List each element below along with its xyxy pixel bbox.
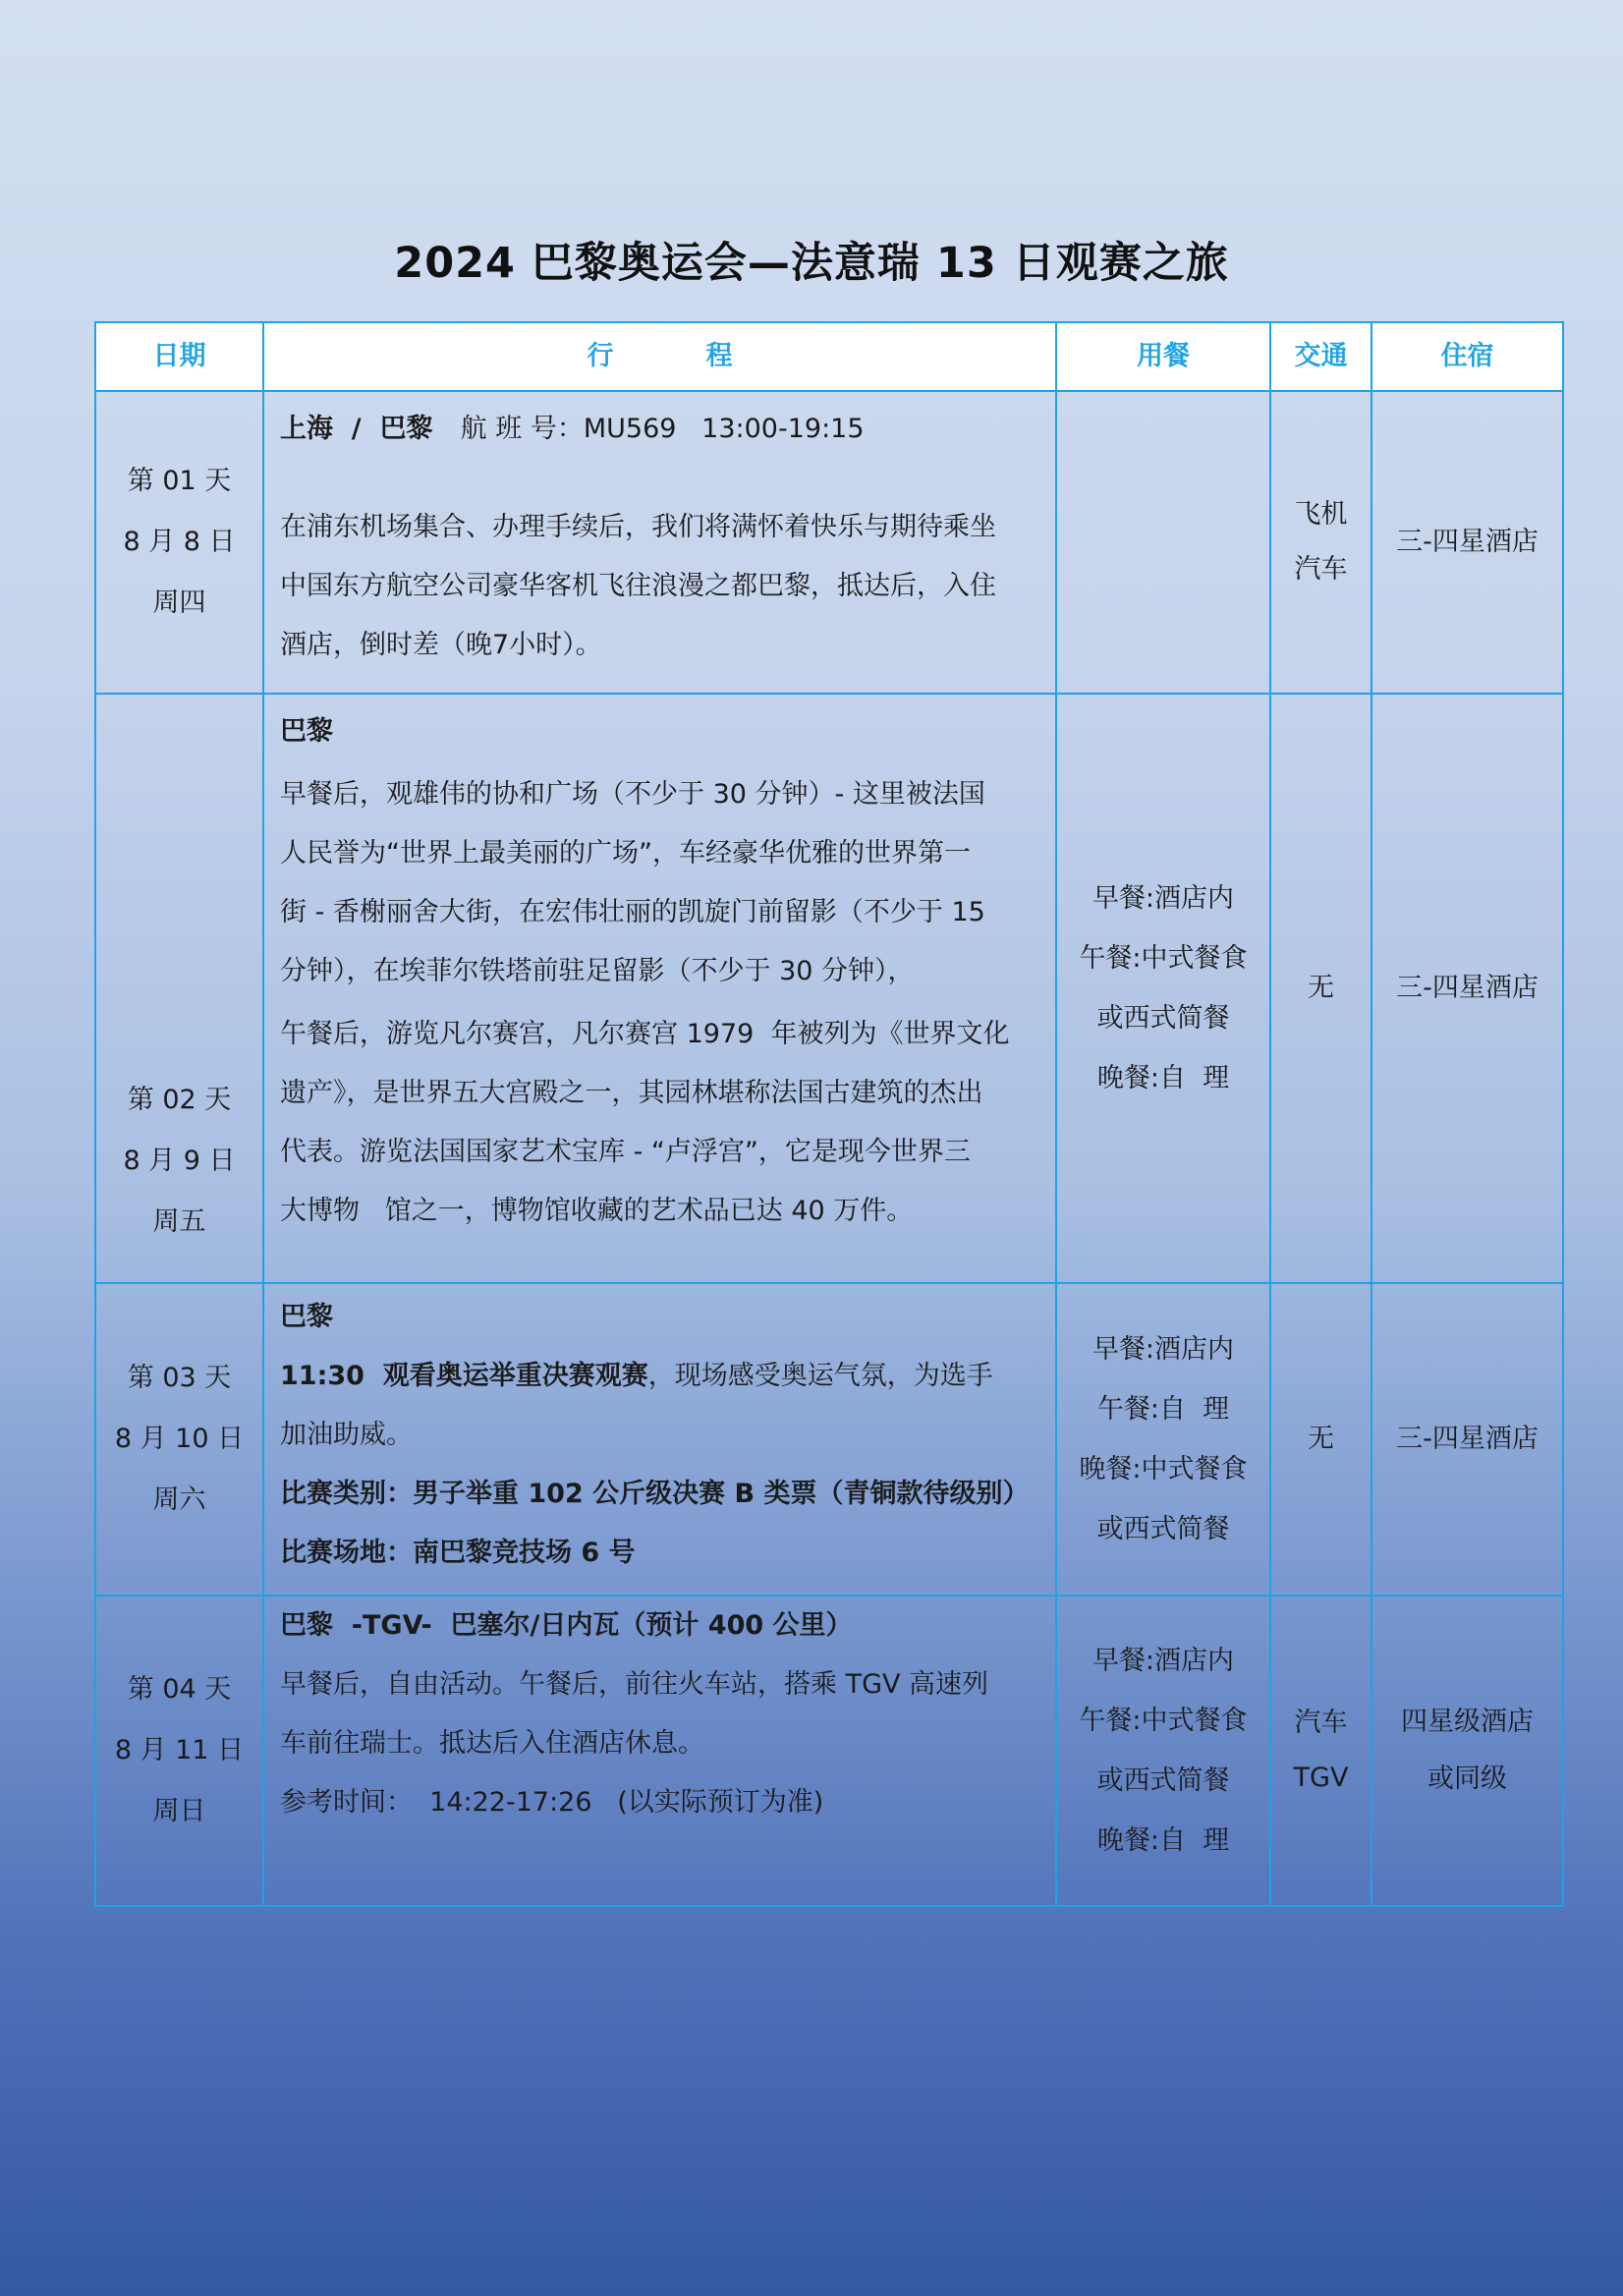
meal-line: 早餐:酒店内 (1091, 883, 1235, 914)
reference-time: 参考时间： 14:22-17:26 (以实际预订为准) (280, 1787, 824, 1818)
date-cell (95, 1596, 263, 1906)
plan-line: 人民誉为“世界上最美丽的广场”，车经豪华优雅的世界第一 (280, 838, 971, 868)
meal-cell (1056, 391, 1270, 694)
event-line: 11:30 观看奥运举重决赛观赛，现场感受奥运气氛，为选手 (280, 1361, 993, 1391)
plan-line: 早餐后，自由活动。午餐后，前往火车站，搭乘 TGV 高速列 (280, 1669, 989, 1700)
day-number: 第 01 天 (127, 466, 232, 496)
date-cell (95, 1283, 263, 1596)
plan-cell (263, 1596, 1056, 1906)
header-transport: 交通 (1270, 322, 1371, 391)
meal-line: 或西式简餐 (1096, 1514, 1230, 1544)
day-number: 第 04 天 (127, 1674, 232, 1705)
header-date: 日期 (95, 322, 263, 391)
hotel-cell: 三-四星酒店 (1371, 391, 1563, 694)
route-heading: 上海 / 巴黎 航 班 号：MU569 13:00-19:15 (280, 414, 865, 444)
header-plan: 行 程 (263, 322, 1056, 391)
meal-cell (1056, 1283, 1270, 1596)
date-cell (95, 391, 263, 694)
meal-line: 午餐:中式餐食 (1079, 943, 1248, 974)
plan-line: 遗产》，是世界五大宫殿之一，其园林堪称法国古建筑的杰出 (280, 1078, 983, 1108)
day-date: 8 月 11 日 (114, 1735, 245, 1765)
transport-cell: 无 (1270, 694, 1371, 1283)
plan-line: 代表。游览法国国家艺术宝库 - “卢浮宫”，它是现今世界三 (280, 1137, 971, 1167)
day-weekday: 周六 (152, 1484, 206, 1515)
flight-info: 航 班 号：MU569 13:00-19:15 (460, 414, 865, 444)
plan-line: 分钟），在埃菲尔铁塔前驻足留影（不少于 30 分钟）， (280, 956, 915, 986)
plan-cell (263, 694, 1056, 1283)
event-line-2: 加油助威。 (280, 1420, 413, 1450)
transport-mode: 汽车 (1294, 554, 1348, 585)
meal-line: 或西式简餐 (1096, 1003, 1230, 1034)
day-number: 第 02 天 (127, 1085, 232, 1115)
table-header-row (95, 322, 1563, 391)
transport-cell: 无 (1270, 1283, 1371, 1596)
hotel-cell (1371, 1596, 1563, 1906)
day-date: 8 月 8 日 (123, 527, 236, 557)
day-date: 8 月 10 日 (114, 1424, 245, 1454)
table-row (95, 1283, 1563, 1596)
meal-line: 晚餐:自 理 (1096, 1825, 1230, 1856)
plan-line: 午餐后，游览凡尔赛宫，凡尔赛宫 1979 年被列为《世界文化 (280, 1019, 1010, 1049)
transport-cell (1270, 391, 1371, 694)
date-cell (95, 694, 263, 1283)
plan-cell (263, 391, 1056, 694)
match-category: 比赛类别：男子举重 102 公斤级决赛 B 类票（青铜款待级别） (280, 1479, 1030, 1509)
meal-line: 早餐:酒店内 (1091, 1646, 1235, 1676)
plan-line: 早餐后，观雄伟的协和广场（不少于 30 分钟）- 这里被法国 (280, 779, 985, 810)
transport-mode: 飞机 (1294, 499, 1348, 530)
meal-cell (1056, 694, 1270, 1283)
header-meal: 用餐 (1056, 322, 1270, 391)
meal-line: 或西式简餐 (1096, 1765, 1230, 1796)
day-date: 8 月 9 日 (123, 1146, 236, 1176)
plan-line: 大博物 馆之一，博物馆收藏的艺术品已达 40 万件。 (280, 1196, 914, 1226)
meal-line: 晚餐:中式餐食 (1079, 1454, 1248, 1484)
plan-line: 中国东方航空公司豪华客机飞往浪漫之都巴黎，抵达后，入住 (280, 571, 996, 601)
plan-line: 车前往瑞士。抵达后入住酒店休息。 (280, 1728, 704, 1759)
plan-line: 街 - 香榭丽舍大街，在宏伟壮丽的凯旋门前留影（不少于 15 (280, 897, 985, 927)
match-venue: 比赛场地：南巴黎竞技场 6 号 (280, 1538, 636, 1568)
day-weekday: 周四 (152, 588, 206, 618)
itinerary-table (94, 321, 1564, 1907)
transport-mode: 汽车 (1294, 1708, 1348, 1738)
route-heading: 巴黎 (280, 1302, 333, 1332)
table-row (95, 1596, 1563, 1906)
meal-line: 午餐:中式餐食 (1079, 1706, 1248, 1736)
table-row (95, 391, 1563, 694)
plan-cell (263, 1283, 1056, 1596)
meal-line: 早餐:酒店内 (1091, 1334, 1235, 1365)
meal-line: 午餐:自 理 (1096, 1394, 1230, 1425)
transport-mode: TGV (1293, 1763, 1349, 1793)
table-row (95, 694, 1563, 1283)
page-title: 2024 巴黎奥运会—法意瑞 13 日观赛之旅 (394, 239, 1229, 288)
hotel-cell: 三-四星酒店 (1371, 694, 1563, 1283)
route-heading: 巴黎 -TGV- 巴塞尔/日内瓦（预计 400 公里） (280, 1610, 853, 1641)
plan-line: 在浦东机场集合、办理手续后，我们将满怀着快乐与期待乘坐 (280, 512, 996, 542)
header-hotel: 住宿 (1371, 322, 1563, 391)
hotel-line: 或同级 (1427, 1764, 1507, 1794)
day-weekday: 周日 (152, 1796, 206, 1826)
hotel-cell: 三-四星酒店 (1371, 1283, 1563, 1596)
meal-line: 晚餐:自 理 (1096, 1063, 1230, 1093)
plan-line: 酒店，倒时差（晚7小时）。 (280, 630, 602, 660)
meal-cell (1056, 1596, 1270, 1906)
transport-cell (1270, 1596, 1371, 1906)
day-number: 第 03 天 (127, 1363, 232, 1393)
hotel-line: 四星级酒店 (1401, 1707, 1534, 1737)
day-weekday: 周五 (152, 1206, 206, 1237)
route-heading: 巴黎 (280, 716, 333, 747)
